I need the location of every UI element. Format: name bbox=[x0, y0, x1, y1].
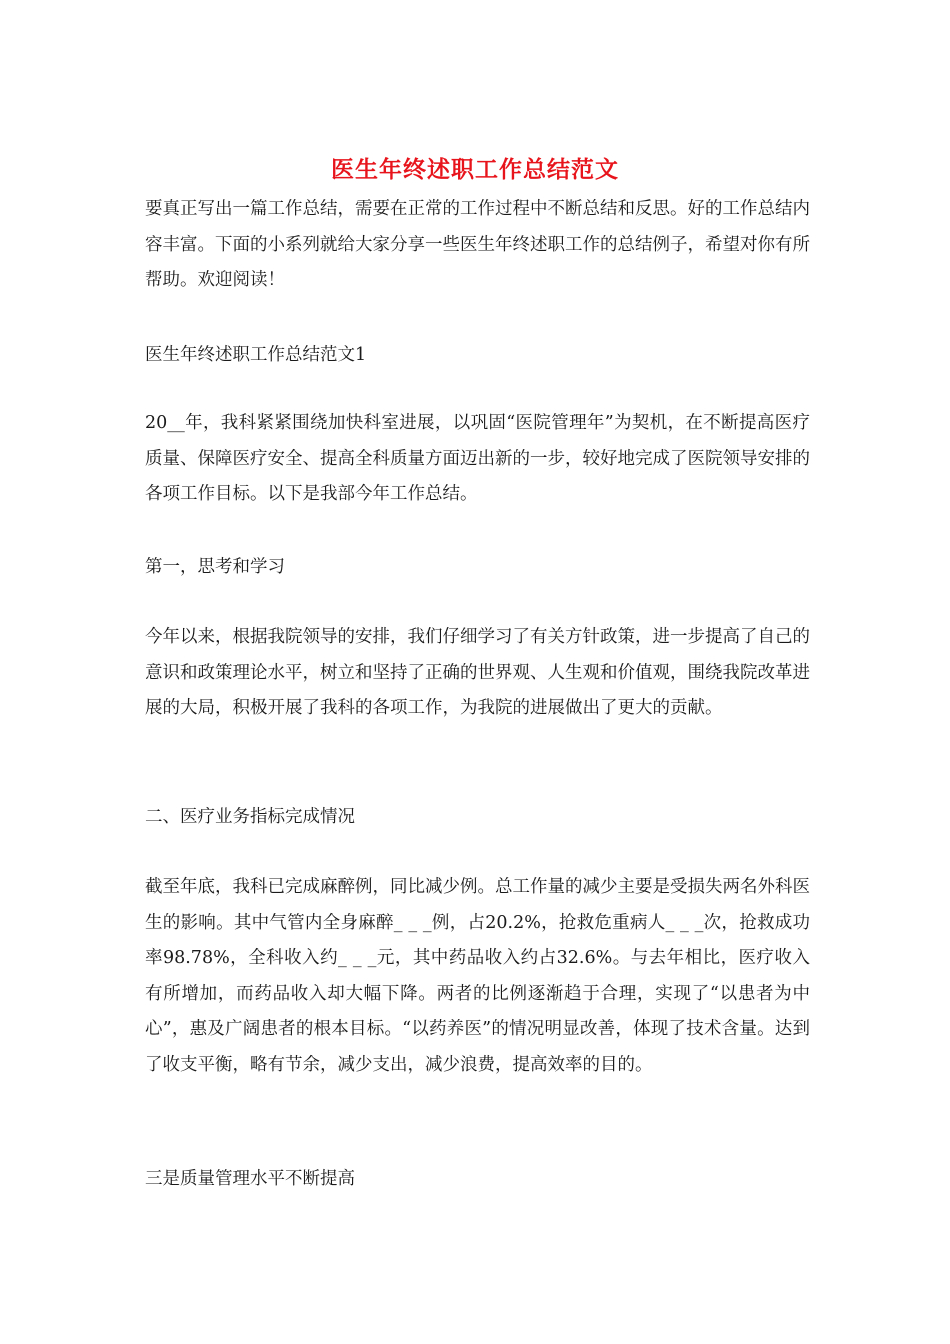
paragraph-2: 今年以来，根据我院领导的安排，我们仔细学习了有关方针政策，进一步提高了自己的意识和政策理论水平，树立和坚持了正确的世界观、人生观和价值观，围绕我院改革进展的大局，积极开展了我科的各项工作，为我院的进展做出了更大的贡献。 bbox=[145, 627, 810, 718]
heading-second-indicators: 二、医疗业务指标完成情况 bbox=[145, 807, 355, 827]
heading-first-study: 第一，思考和学习 bbox=[145, 557, 285, 577]
section-heading-1: 医生年终述职工作总结范文1 bbox=[145, 345, 367, 365]
paragraph-1: 20__年，我科紧紧围绕加快科室进展，以巩固“医院管理年”为契机，在不断提高医疗质量、保障医疗安全、提高全科质量方面迈出新的一步，较好地完成了医院领导安排的各项工作目标。以下是我部今年工作总结。 bbox=[145, 413, 810, 504]
intro-paragraph: 要真正写出一篇工作总结，需要在正常的工作过程中不断总结和反思。好的工作总结内容丰富。下面的小系列就给大家分享一些医生年终述职工作的总结例子，希望对你有所帮助。欢迎阅读！ bbox=[145, 199, 810, 290]
document-title: 医生年终述职工作总结范文 bbox=[331, 156, 619, 183]
paragraph-3: 截至年底，我科已完成麻醉例，同比减少例。总工作量的减少主要是受损失两名外科医生的影响。其中气管内全身麻醉_ _ _例，占20.2%，抢救危重病人_ _ _次，抢救成功率98.78%，全科收入约_ _ _元，其中药品收入约占32.6%。与去年相比，医疗收入有所增加，而药品收入却大幅下降。两者的比例逐渐趋于合理，实现了“以患者为中心”，惠及广阔患者的根本目标。“以药养医”的情况明显改善，体现了技术含量。达到了收支平衡，略有节余，减少支出，减少浪费，提高效率的目的。 bbox=[145, 877, 810, 1075]
heading-third-quality: 三是质量管理水平不断提高 bbox=[145, 1169, 355, 1189]
